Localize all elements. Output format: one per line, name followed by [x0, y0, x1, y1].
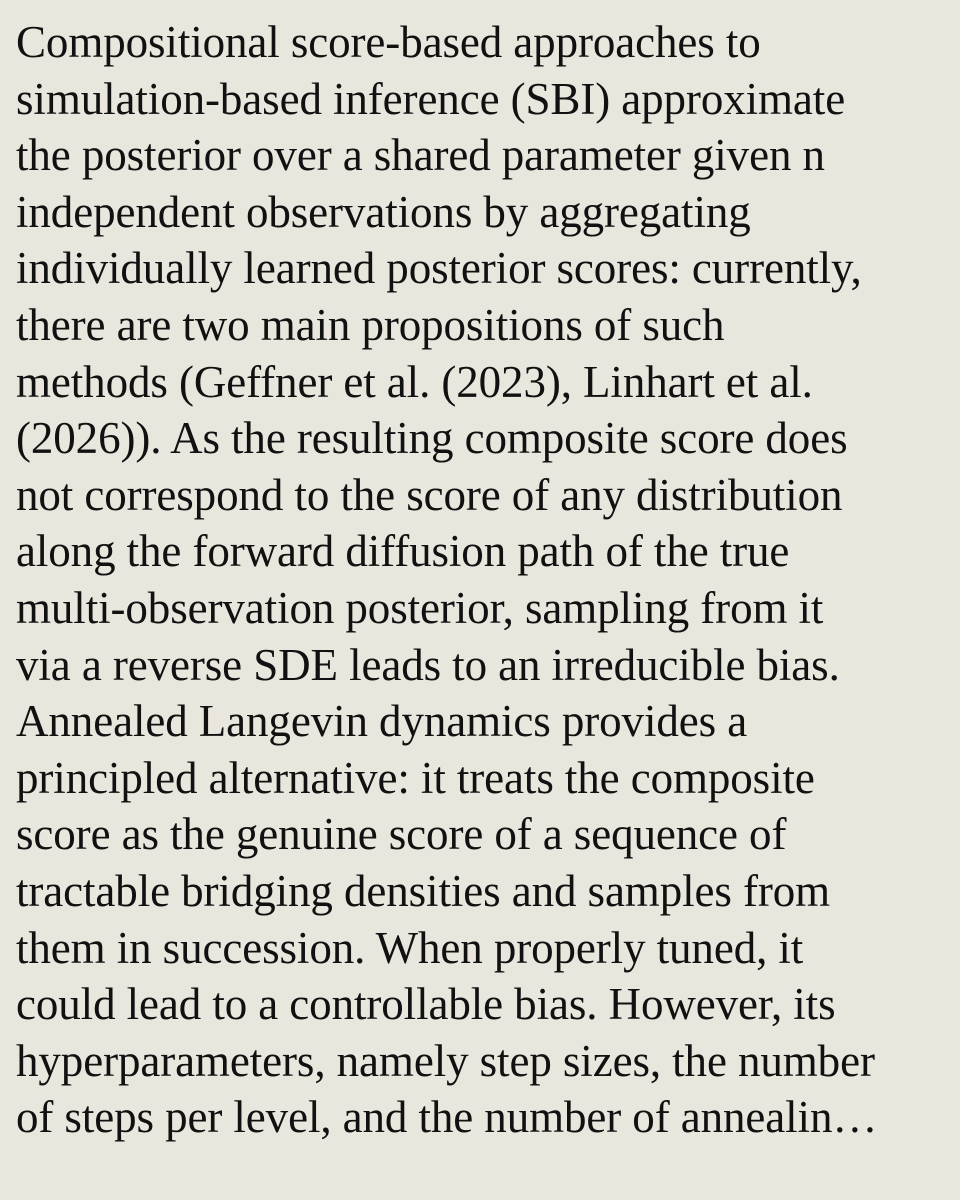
text-line: methods (Geffner et al. (2023), Linhart et al. — [16, 356, 813, 407]
text-line: individually learned posterior scores: currently, — [16, 243, 862, 294]
text-line: tractable bridging densities and samples from — [16, 865, 831, 916]
text-line: score as the genuine score of a sequence of — [16, 809, 787, 860]
text-line: hyperparameters, namely step sizes, the number — [16, 1035, 875, 1086]
text-line: could lead to a controllable bias. However, its — [16, 979, 836, 1030]
text-line: independent observations by aggregating — [16, 186, 751, 237]
text-line: them in succession. When properly tuned, it — [16, 922, 804, 973]
text-line: Annealed Langevin dynamics provides a — [16, 696, 748, 747]
text-line: via a reverse SDE leads to an irreducible bias. — [16, 639, 840, 690]
text-line: principled alternative: it treats the composite — [16, 752, 815, 803]
text-line: of steps per level, and the number of annealin… — [16, 1092, 878, 1143]
text-line: the posterior over a shared parameter given n — [16, 130, 825, 181]
text-line: multi-observation posterior, sampling from it — [16, 582, 824, 633]
text-line: along the forward diffusion path of the true — [16, 526, 790, 577]
text-line: there are two main propositions of such — [16, 299, 725, 350]
text-line: Compositional score-based approaches to — [16, 17, 761, 67]
text-line: not correspond to the score of any distribution — [16, 469, 843, 520]
text-line: simulation-based inference (SBI) approximate — [16, 73, 846, 124]
text-line: (2026)). As the resulting composite score does — [16, 413, 848, 464]
abstract-text — [16, 14, 950, 1146]
